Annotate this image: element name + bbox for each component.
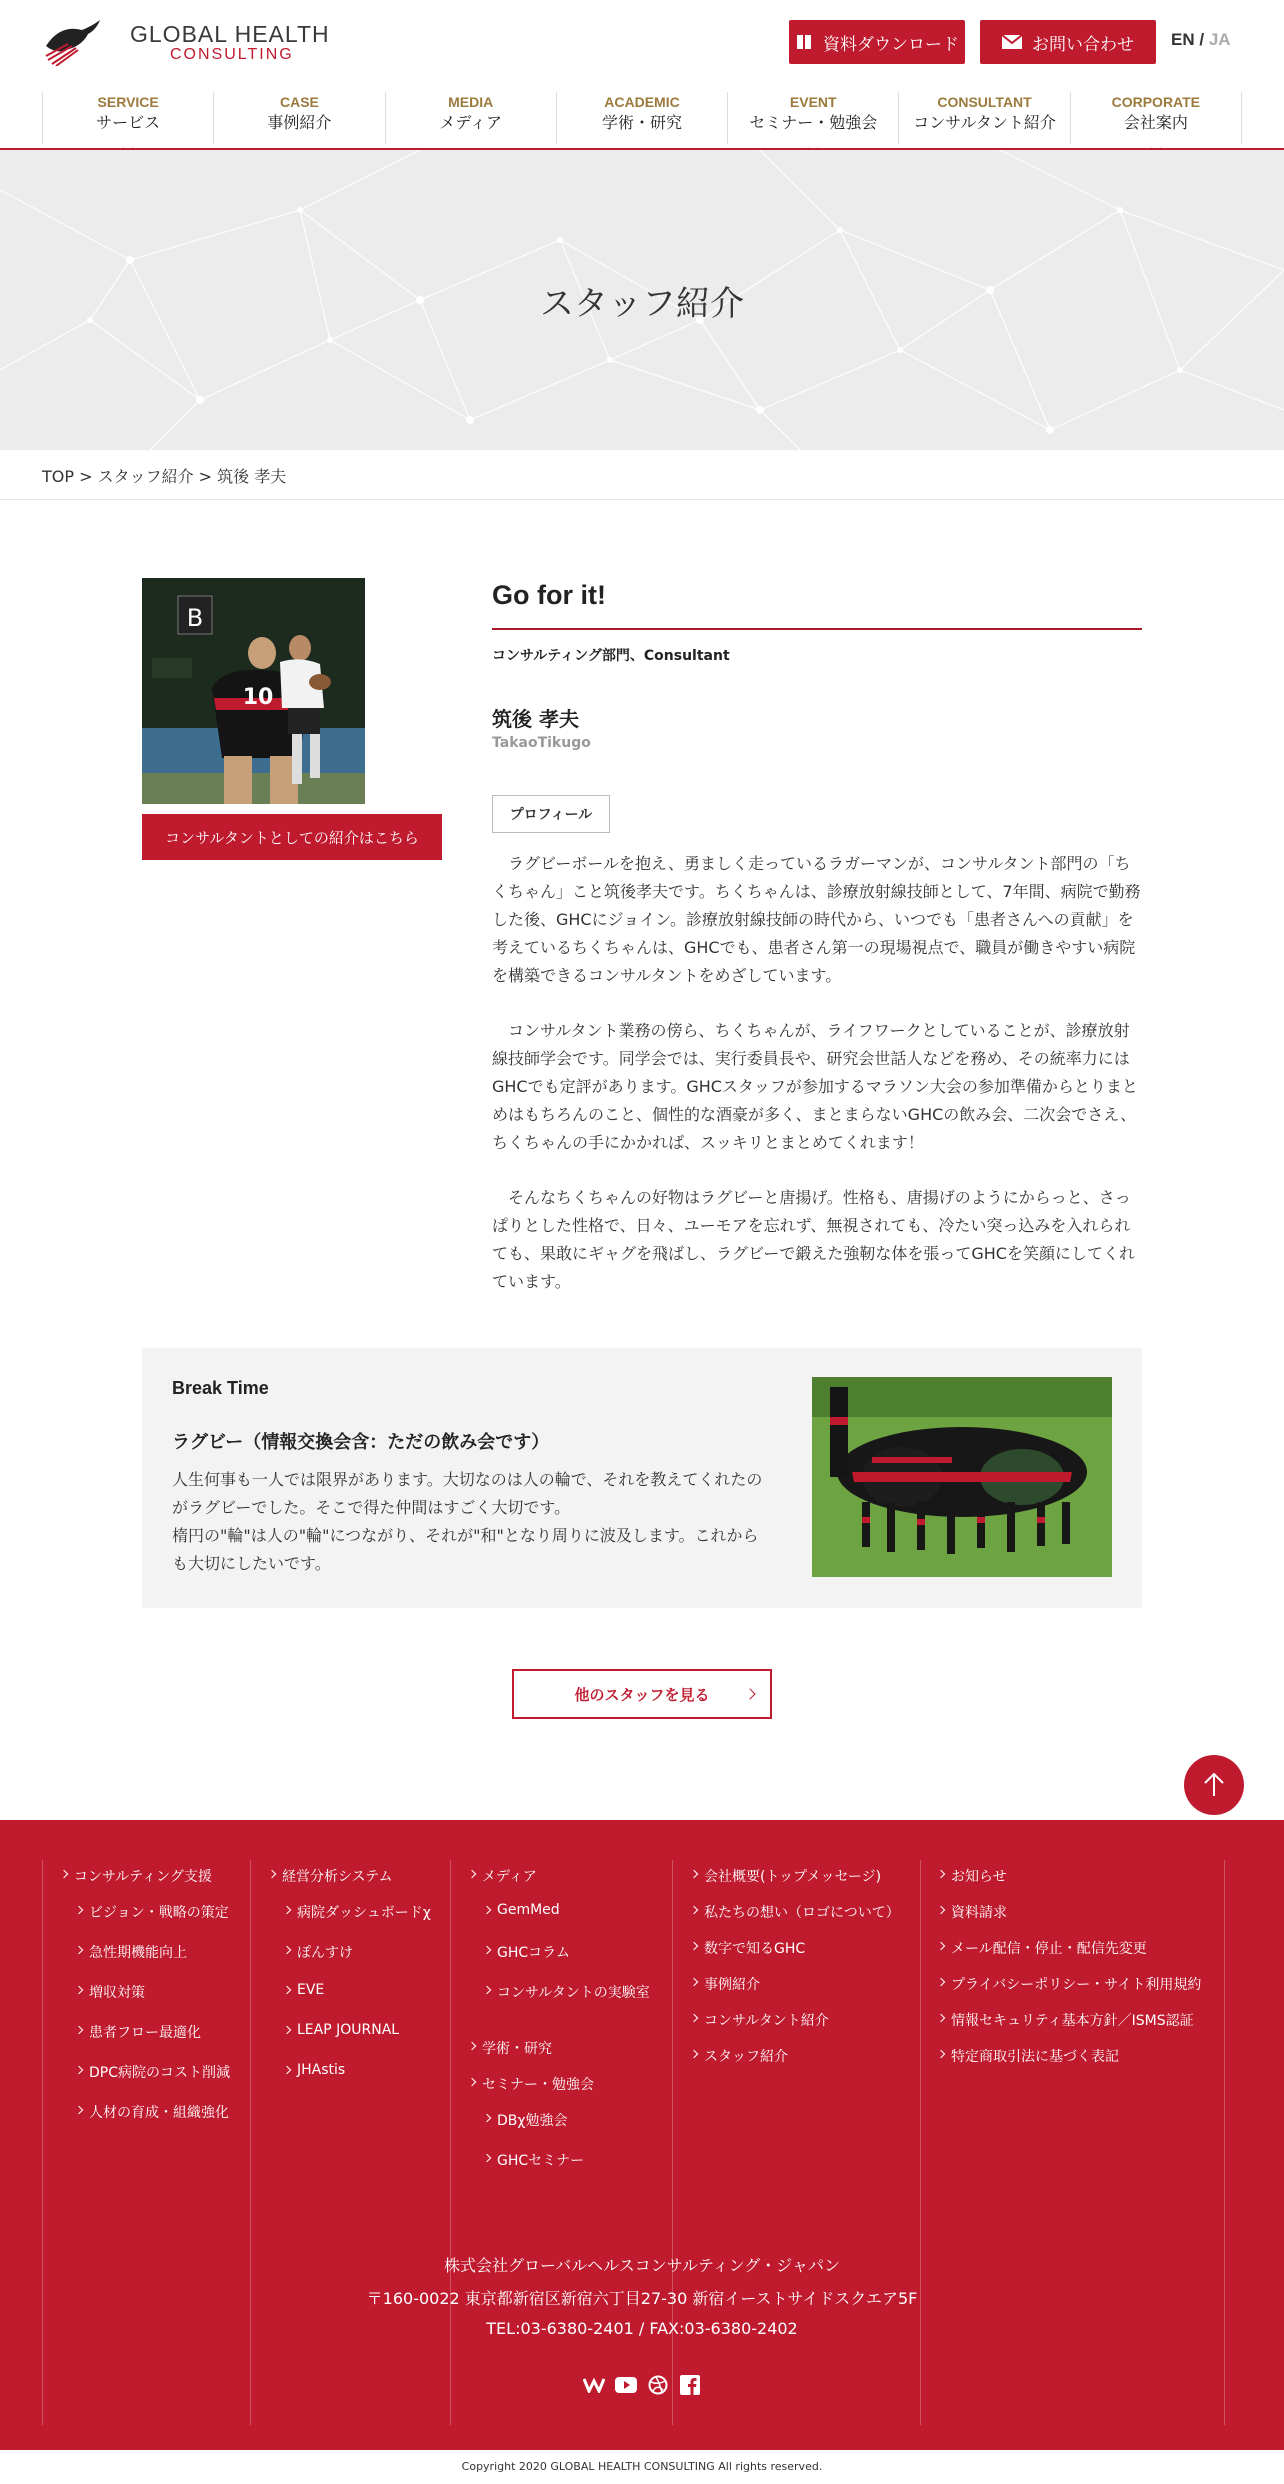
footer-divider [42,1860,43,2425]
nav-item-service[interactable] [42,92,213,144]
profile-paragraph-3: そんなちくちゃんの好物はラグビーと唐揚げ。性格も、唐揚げのようにからっと、さっぱりとした性格で、日々、ユーモアを忘れず、無視されても、冷たい突っ込みを入れられても、果敢にギャグを飛ばし、ラグビーで鍛えた強靭な体を張ってGHCを笑顔にしてくれています。 [492,1188,1135,1291]
youtube-icon[interactable] [615,2374,637,2396]
lang-separator: / [1199,30,1205,49]
download-label: 資料ダウンロード [823,34,959,55]
nav-item-jp: サービス [96,113,161,132]
break-time-text [172,1466,772,1578]
staff-photo [142,578,365,804]
more-staff-label: 他のスタッフを見る [574,1685,710,1704]
nav-item-media[interactable] [385,92,556,144]
breadcrumb-divider [0,499,1284,500]
company-phone: TEL:03-6380-2401 / FAX:03-6380-2402 [486,2319,798,2338]
footer-link[interactable]: 数字で知るGHC [704,1938,805,1958]
staff-name-roman: TakaoTikugo [492,735,591,751]
footer-divider [920,1860,921,2425]
page-hero [0,150,1284,450]
chevron-right-icon [744,1688,755,1699]
nav-item-en: ACADEMIC [604,94,680,110]
nav-item-jp: 会社案内 [1123,113,1188,132]
footer-link[interactable]: コンサルタント紹介 [704,2010,829,2030]
document-icon [795,33,813,51]
footer-link[interactable]: コンサルタントの実験室 [497,1982,650,2002]
lang-ja-link[interactable]: JA [1208,30,1231,49]
jersey-number: 10 [242,685,274,710]
nav-item-jp: 学術・研究 [601,113,682,132]
footer-link[interactable]: JHAstis [297,2062,346,2078]
consultant-intro-button[interactable]: コンサルタントとしての紹介はこちら [142,814,442,860]
footer-link[interactable]: コンサルティング支援 [74,1866,212,1886]
nav-item-jp: コンサルタント紹介 [913,113,1056,132]
nav-item-en: SERVICE [97,94,159,110]
contact-button[interactable] [980,20,1156,64]
break-time-section [142,1348,1142,1608]
footer-link[interactable]: お知らせ [951,1866,1007,1886]
nav-item-en: EVENT [789,94,837,110]
arrow-up-icon [1203,1772,1225,1798]
copyright: Copyright 2020 GLOBAL HEALTH CONSULTING All rights reserved. [0,2450,1284,2484]
footer-link[interactable]: GHCセミナー [497,2150,584,2170]
footer-link[interactable]: セミナー・勉強会 [482,2074,594,2094]
footer-link[interactable]: 私たちの想い（ロゴについて） [704,1902,900,1922]
nav-item-corporate[interactable] [1070,92,1242,144]
footer-link[interactable]: プライバシーポリシー・サイト利用規約 [951,1974,1201,1994]
footer-link[interactable]: 急性期機能向上 [89,1942,187,1962]
company-address: 〒160-0022 東京都新宿区新宿六丁目27-30 新宿イーストサイドスクエア5F [366,2289,918,2308]
footer-link[interactable]: 情報セキュリティ基本方針／ISMS認証 [951,2010,1194,2030]
nav-item-consultant[interactable] [898,92,1069,144]
nav-item-jp: 事例紹介 [267,113,332,132]
department: コンサルティング部門、Consultant [492,648,730,664]
footer-link[interactable]: DBχ勉強会 [497,2110,567,2130]
contact-label: お問い合わせ [1032,34,1134,55]
site-logo[interactable] [42,16,330,66]
back-to-top-button[interactable] [1184,1755,1244,1815]
logo-text-main: GLOBAL HEALTH [130,21,330,47]
footer-link[interactable]: 増収対策 [89,1982,145,2002]
logo-mark-icon [42,16,104,66]
footer-link[interactable]: メール配信・停止・配信先変更 [951,1938,1147,1958]
facebook-icon[interactable] [679,2374,701,2396]
social-links [583,2374,701,2396]
profile-headline: Go for it! [492,580,606,610]
download-button[interactable] [789,20,965,64]
more-staff-button[interactable] [512,1669,772,1719]
footer-link[interactable]: 資料請求 [951,1902,1007,1922]
profile-paragraph-1: ラグビーボールを抱え、勇ましく走っているラガーマンが、コンサルタント部門の「ちくちゃん」こと筑後孝夫です。ちくちゃんは、診療放射線技師として、7年間、病院で勤務した後、GHCにジョイン。診療放射線技師の時代から、いつでも「患者さんへの貢献」を考えているちくちゃんは、GHCでも、患者さん第一の現場視点で、職員が働きやすい病院を構築できるコンサルタントをめざしています。 [492,854,1141,985]
global-nav [42,92,1242,144]
logo-text-sub: CONSULTING [170,46,294,63]
footer-divider [1224,1860,1225,2425]
footer-link[interactable]: 会社概要(トップメッセージ) [704,1866,881,1886]
footer-link[interactable]: DPC病院のコスト削減 [89,2062,230,2082]
nav-item-case[interactable] [213,92,384,144]
nav-item-jp: メディア [439,113,503,132]
footer-link[interactable]: 特定商取引法に基づく表記 [951,2046,1119,2066]
w-icon[interactable] [583,2374,605,2396]
breadcrumb[interactable]: TOP > スタッフ紹介 > 筑後 孝夫 [42,467,287,486]
footer-divider [672,1860,673,2425]
footer-link[interactable]: 学術・研究 [482,2038,552,2058]
footer-link[interactable]: GemMed [497,1902,560,1918]
footer-link[interactable]: メディア [482,1866,537,1886]
mail-icon [1002,35,1022,49]
footer-link[interactable]: 事例紹介 [704,1974,760,1994]
nav-item-en: CORPORATE [1111,94,1201,110]
profile-paragraph-2: コンサルタント業務の傍ら、ちくちゃんが、ライフワークとしていることが、診療放射線技師学会です。同学会では、実行委員長や、研究会世話人などを務め、その統率力にはGHCでも定評があります。GHCスタッフが参加するマラソン大会の参加準備からとりまとめはもちろんのこと、個性的な酒豪が多く、まとまらないGHCの飲み会、二次会でさえ、ちくちゃんの手にかかれば、スッキリとまとめてくれます！ [492,1021,1138,1152]
footer-link[interactable]: 経営分析システム [282,1866,393,1886]
footer-link[interactable]: 患者フロー最適化 [89,2022,201,2042]
footer-link[interactable]: ぽんすけ [297,1942,353,1962]
dribbble-icon[interactable] [647,2374,669,2396]
staff-name: 筑後 孝夫 [492,707,579,731]
scoreboard-letter: B [186,604,204,632]
rugby-scrum-photo [812,1377,1112,1577]
footer-link[interactable]: GHCコラム [497,1942,570,1962]
nav-item-event[interactable] [727,92,898,144]
break-time-line-1: 人生何事も一人では限界があります。大切なのは人の輪で、それを教えてくれたのがラグビーでした。そこで得た仲間はすごく大切です。 [172,1470,763,1517]
nav-item-en: CASE [279,94,319,110]
footer-link[interactable]: EVE [297,1982,325,1998]
break-time-line-2: 楕円の"輪"は人の"輪"につながり、それが"和"となり周りに波及します。これからも大切にしたいです。 [172,1526,759,1573]
break-time-heading: ラグビー（情報交換会含：ただの飲み会です） [172,1432,550,1453]
nav-item-en: CONSULTANT [937,94,1032,110]
headline-divider [492,628,1142,630]
nav-item-en: MEDIA [448,94,494,110]
nav-item-jp: セミナー・勉強会 [749,113,878,132]
footer-link[interactable]: 病院ダッシュボードχ [297,1902,431,1922]
footer-link[interactable]: ビジョン・戦略の策定 [89,1902,229,1922]
nav-item-academic[interactable] [556,92,727,144]
company-name: 株式会社グローバルヘルスコンサルティング・ジャパン [443,2256,840,2275]
footer-divider [250,1860,251,2425]
language-switch [1171,30,1231,50]
lang-en-link[interactable]: EN [1171,30,1195,49]
footer-link[interactable]: スタッフ紹介 [704,2046,788,2066]
footer-link[interactable]: LEAP JOURNAL [297,2022,400,2038]
break-time-title: Break Time [172,1378,269,1398]
profile-tag: プロフィール [492,795,610,833]
footer-link[interactable]: 人材の育成・組織強化 [89,2102,229,2122]
site-footer [0,1820,1284,2450]
page-title: スタッフ紹介 [540,284,744,324]
footer-divider [450,1860,451,2425]
